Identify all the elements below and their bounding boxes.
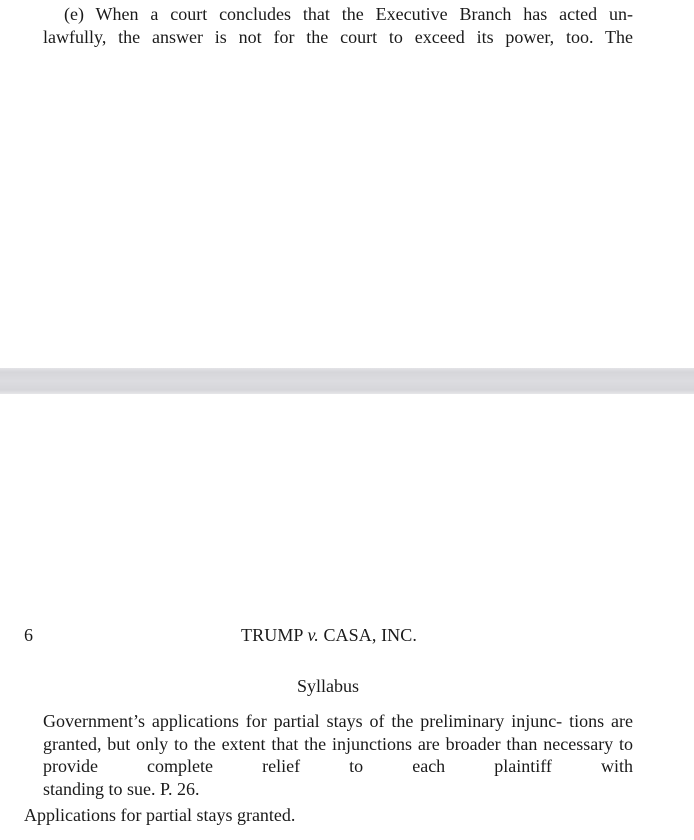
paragraph-line: (e) When a court concludes that the Executive Branch has acted un-	[64, 4, 633, 24]
running-head-left: TRUMP	[241, 625, 303, 645]
section-title: Syllabus	[296, 676, 359, 696]
paragraph-line: tions are granted, but only to the extent that the injunctions are	[43, 711, 634, 754]
page-number: 6	[24, 625, 33, 645]
paragraph-line: broader than necessary to provide complete relief to each plaintiff with	[43, 733, 634, 776]
paragraph-line: standing to sue. P. 26.	[43, 778, 200, 799]
running-head	[0, 622, 658, 648]
page-header	[0, 622, 694, 648]
paragraph-line: lawfully, the answer is not for the court to exceed its power, too. The	[43, 26, 633, 47]
running-head-versus: v.	[307, 625, 319, 645]
document-page-top	[0, 0, 694, 368]
syllabus-paragraph-e	[43, 3, 633, 48]
paragraph-line: Government’s applications for partial stays of the preliminary injunc-	[43, 711, 563, 731]
syllabus-paragraph-conclusion	[43, 710, 633, 800]
holding-statement: Applications for partial stays granted.	[24, 805, 296, 825]
running-head-right: CASA, INC.	[323, 625, 417, 645]
page-separator	[0, 368, 694, 394]
